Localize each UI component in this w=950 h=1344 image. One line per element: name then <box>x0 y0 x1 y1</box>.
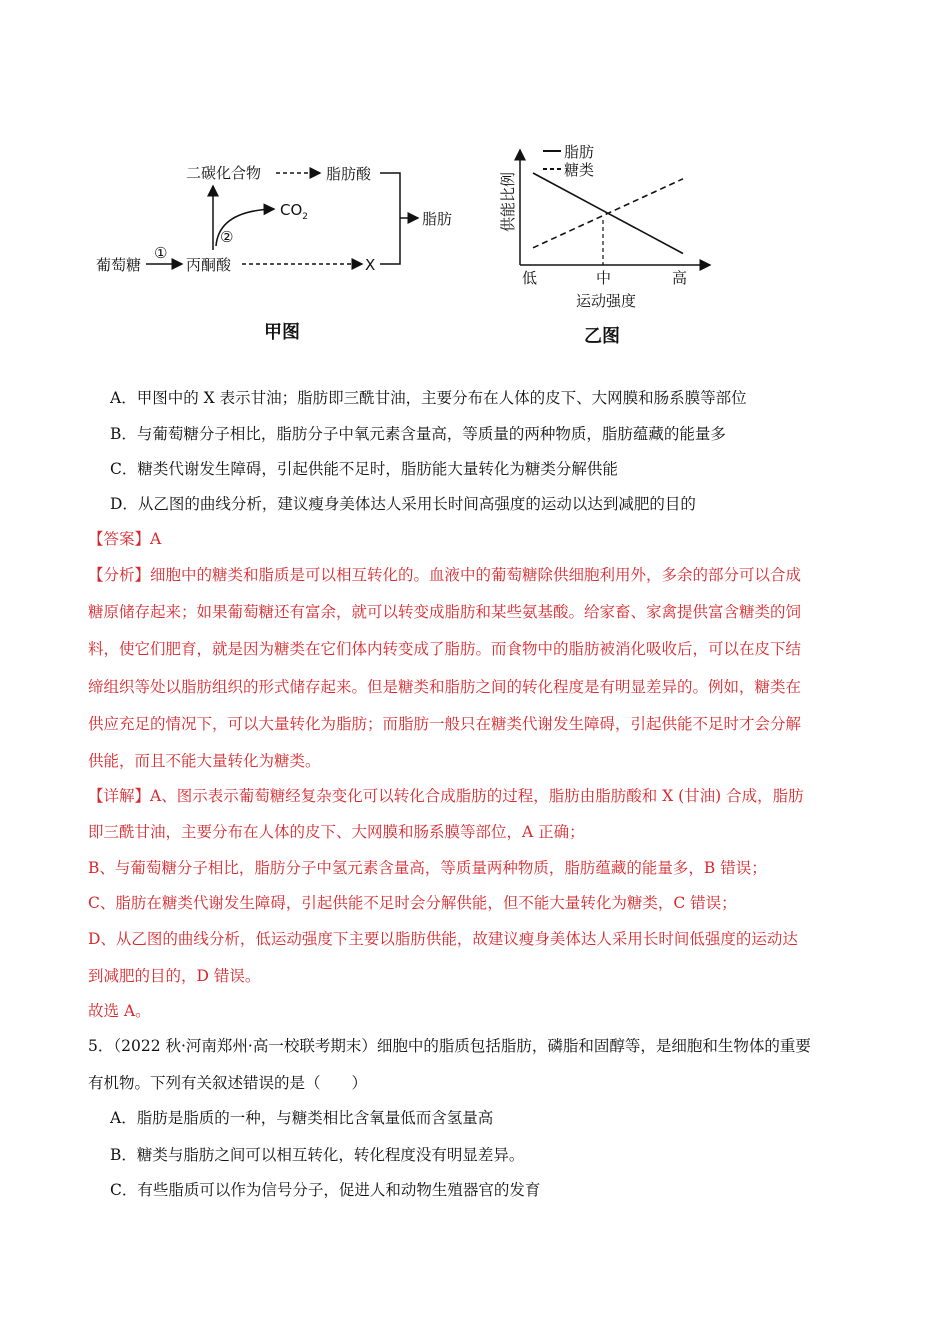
analysis-line: 供能，而且不能大量转化为糖类。 <box>88 752 321 770</box>
step2-label: ② <box>220 228 234 246</box>
option-d: D．从乙图的曲线分析，建议瘦身美体达人采用长时间高强度的运动以达到减肥的目的 <box>110 495 696 513</box>
series-line-sugar <box>533 179 683 248</box>
answer: 【答案】A <box>88 530 162 548</box>
analysis-line: 料，使它们肥育，就是因为糖类在它们体内转变成了脂肪。而食物中的脂肪被消化吸收后，可以在皮下结 <box>88 640 802 658</box>
fatty-acid-label: 脂肪酸 <box>326 165 372 183</box>
option-a: A．甲图中的 X 表示甘油；脂肪即三酰甘油，主要分布在人体的皮下、大网膜和肠系膜等部位 <box>110 389 747 407</box>
question5-option-b: B．糖类与脂肪之间可以相互转化，转化程度没有明显差异。 <box>110 1146 525 1164</box>
tick-high: 高 <box>672 269 688 287</box>
x-axis-label: 运动强度 <box>576 292 637 310</box>
x-label: X <box>365 256 376 274</box>
analysis-line: 供应充足的情况下，可以大量转化为脂肪；而脂肪一般只在糖类代谢发生障碍，引起供能不足时才会分解 <box>88 715 802 733</box>
analysis-line: 糖原储存起来；如果葡萄糖还有富余，就可以转变成脂肪和某些氨基酸。给家畜、家禽提供富含糖类的饲 <box>88 603 802 621</box>
detail-line: B、与葡萄糖分子相比，脂肪分子中氢元素含量高，等质量两种物质，脂肪蕴藏的能量多，B 错误； <box>88 859 767 877</box>
fat-label: 脂肪 <box>422 210 453 228</box>
pyruvate-label: 丙酮酸 <box>186 256 232 274</box>
figure-jia-caption: 甲图 <box>264 322 300 343</box>
legend-sugar: 糖类 <box>564 161 595 179</box>
question5-stem: 有机物。下列有关叙述错误的是（ ） <box>88 1074 368 1092</box>
figure-yi-caption: 乙图 <box>584 326 620 347</box>
analysis-line: 缔组织等处以脂肪组织的形式储存起来。但是糖类和脂肪之间的转化程度是有明显差异的。例如，糖类在 <box>88 678 802 696</box>
glucose-label: 葡萄糖 <box>96 256 142 274</box>
legend-fat: 脂肪 <box>564 143 595 161</box>
co2-label: $CO_2$ <box>280 201 309 222</box>
detail-line: 即三酰甘油，主要分布在人体的皮下、大网膜和肠系膜等部位，A 正确； <box>88 823 585 841</box>
option-b: B．与葡萄糖分子相比，脂肪分子中氧元素含量高，等质量的两种物质，脂肪蕴藏的能量多 <box>110 425 726 443</box>
detail-line: C、脂肪在糖类代谢发生障碍，引起供能不足时会分解供能，但不能大量转化为糖类，C 错误； <box>88 894 737 912</box>
analysis-line: 【分析】细胞中的糖类和脂质是可以相互转化的。血液中的葡萄糖除供细胞利用外，多余的部分可以合成 <box>88 566 802 584</box>
tick-mid: 中 <box>596 269 612 287</box>
figure-jia <box>96 164 452 343</box>
question5-stem: 5．（2022 秋·河南郑州·高一校联考期末）细胞中的脂质包括脂肪，磷脂和固醇等，是细胞和生物体的重要 <box>88 1037 811 1055</box>
question5-option-c: C．有些脂质可以作为信号分子，促进人和动物生殖器官的发育 <box>110 1181 541 1199</box>
step1-label: ① <box>154 244 168 262</box>
y-axis-label: 供能比例 <box>499 171 517 232</box>
tick-low: 低 <box>522 269 538 287</box>
conclusion: 故选 A。 <box>88 1002 151 1020</box>
figures <box>0 0 950 370</box>
detail-line: D、从乙图的曲线分析，低运动强度下主要以脂肪供能，故建议瘦身美体达人采用长时间低强度的运动达 <box>88 930 798 948</box>
option-c: C．糖类代谢发生障碍，引起供能不足时，脂肪能大量转化为糖类分解供能 <box>110 460 618 478</box>
two-carbon-label: 二碳化合物 <box>186 164 262 182</box>
question5-option-a: A．脂肪是脂质的一种，与糖类相比含氧量低而含氢量高 <box>110 1109 494 1127</box>
figure-yi <box>499 143 710 347</box>
detail-line: 到减肥的目的，D 错误。 <box>88 967 261 985</box>
detail-line: 【详解】A、图示表示葡萄糖经复杂变化可以转化合成脂肪的过程，脂肪由脂肪酸和 X (甘油) 合成，脂肪 <box>88 787 804 805</box>
chart-lines <box>533 173 683 254</box>
